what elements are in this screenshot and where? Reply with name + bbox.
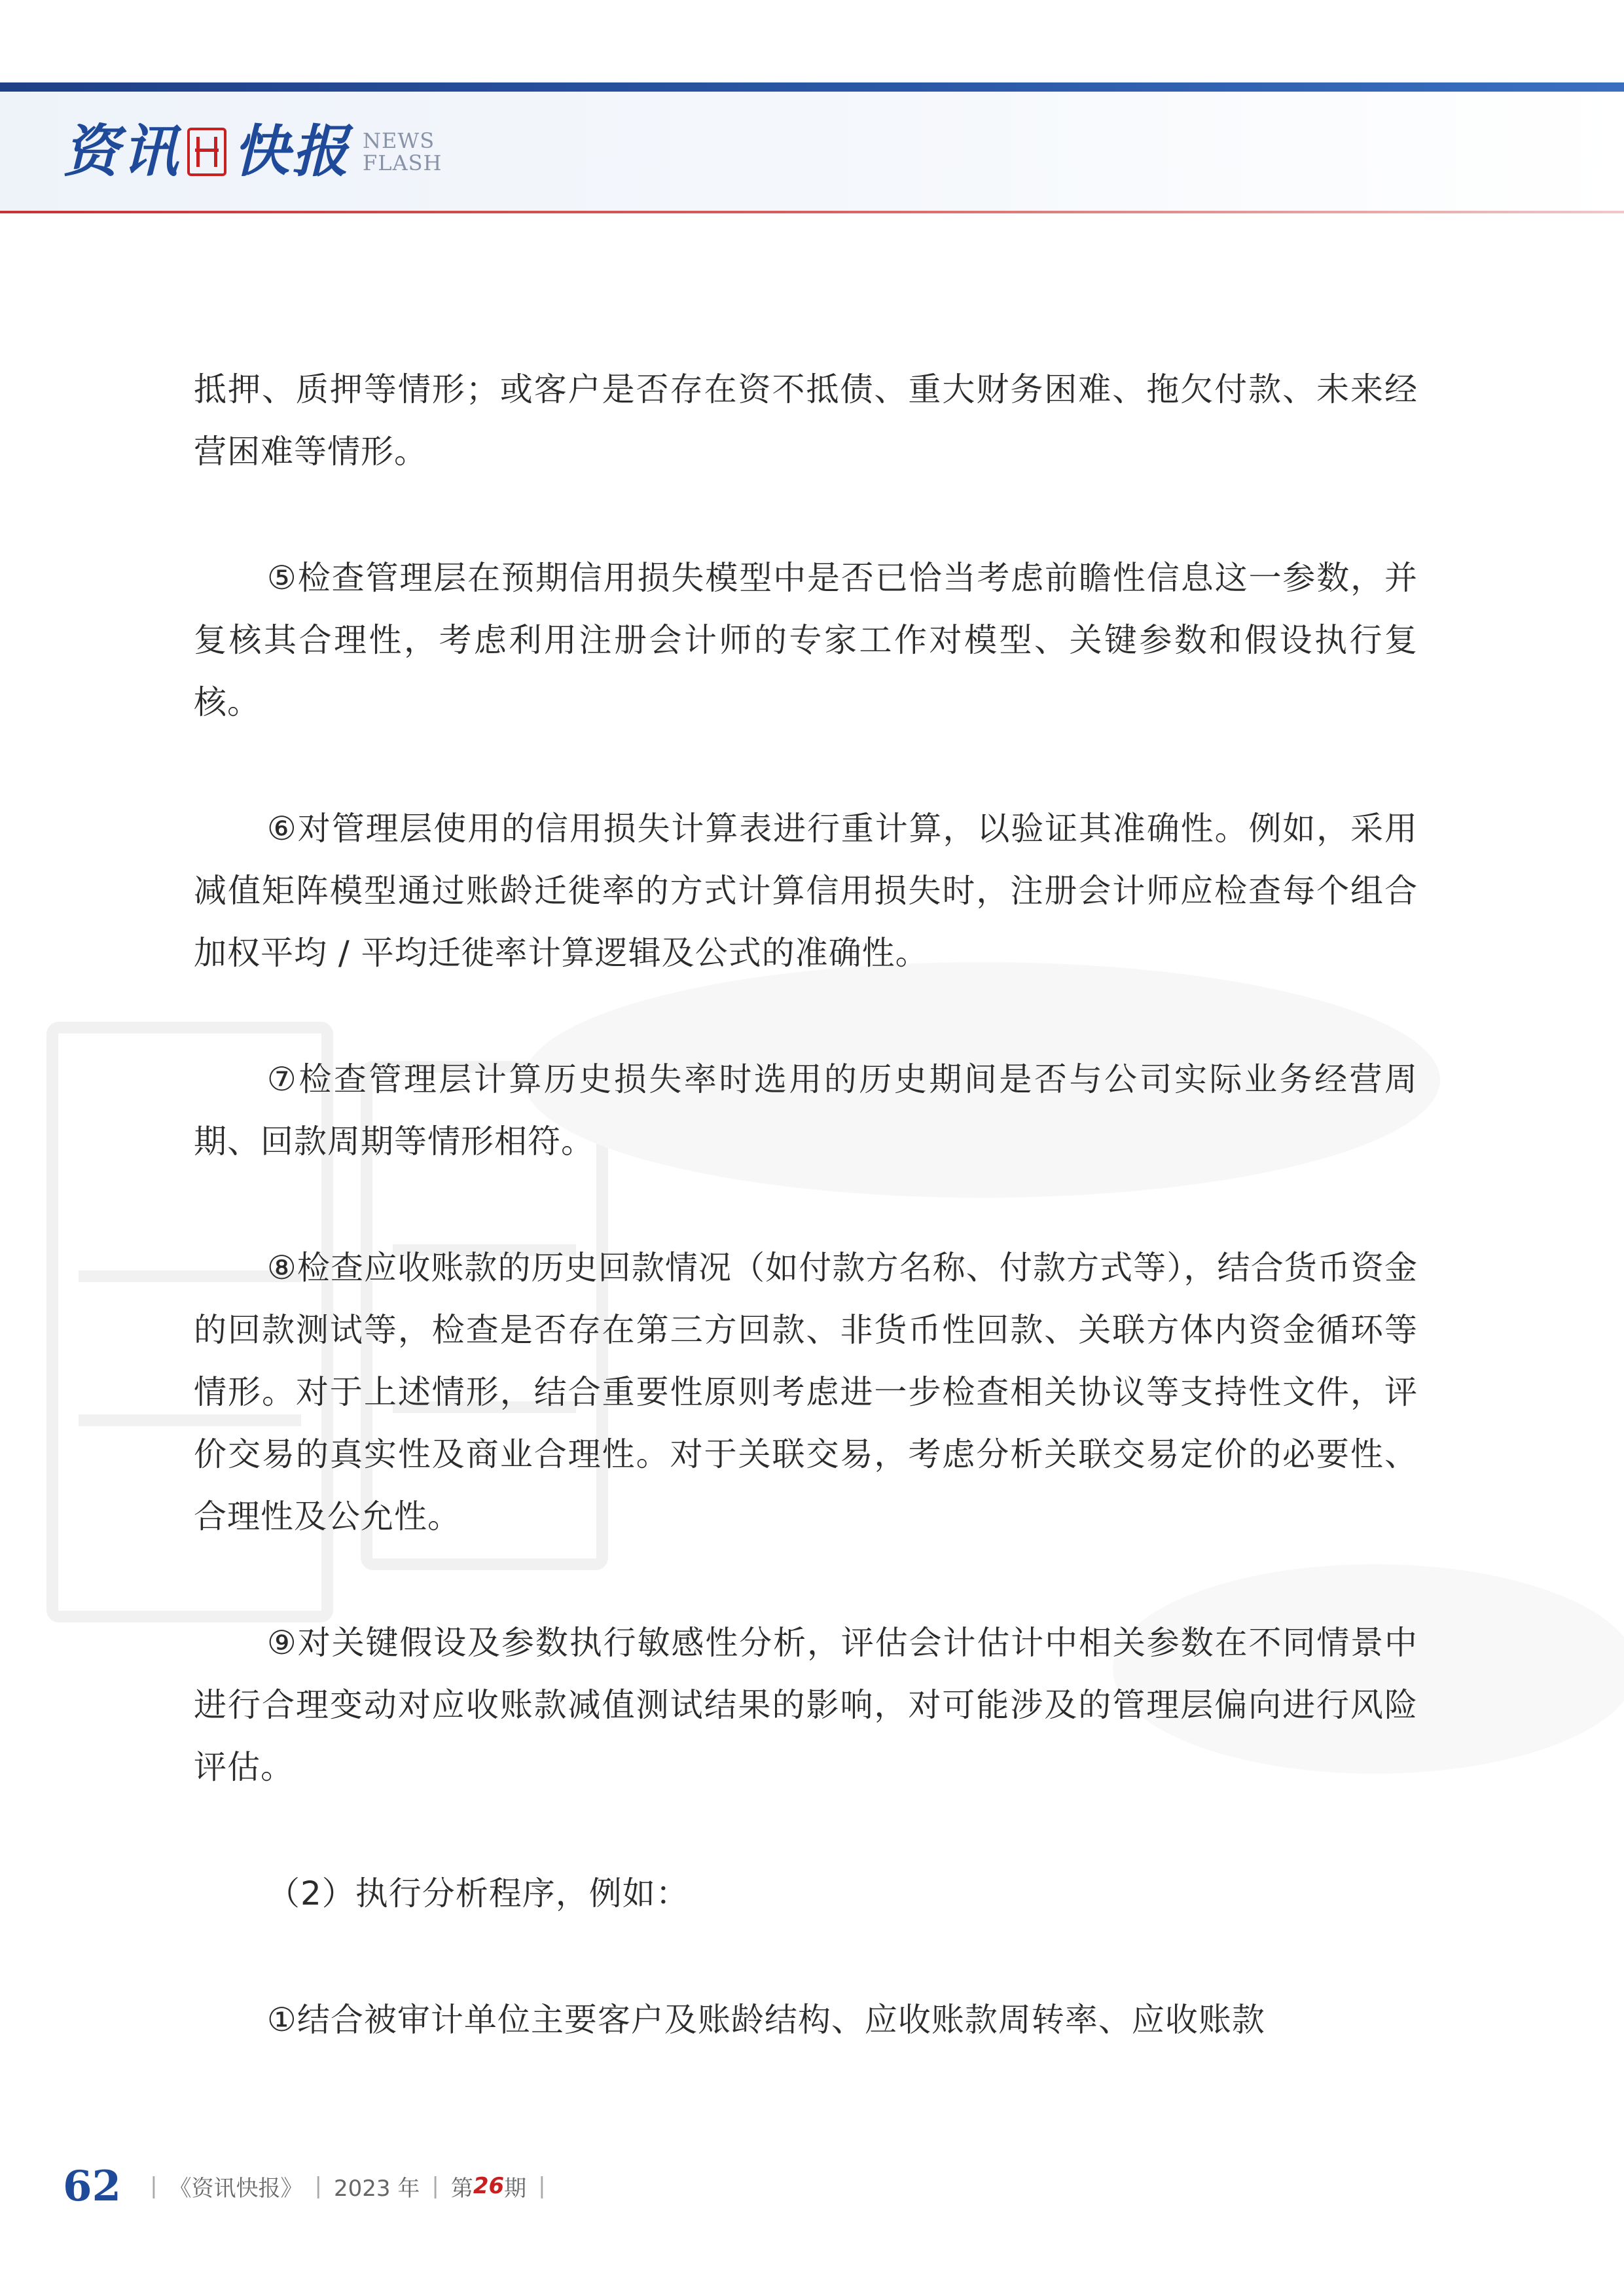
footer-separator: | bbox=[431, 2173, 439, 2199]
page-footer bbox=[63, 2160, 558, 2212]
paragraph: ⑦检查管理层计算历史损失率时选用的历史期间是否与公司实际业务经营周期、回款周期等情形相符。 bbox=[194, 1060, 1418, 1160]
footer-separator: | bbox=[150, 2173, 158, 2199]
header-divider bbox=[0, 211, 1624, 213]
issue-number: 26 bbox=[473, 2173, 505, 2199]
masthead-title-part2: 快报 bbox=[233, 118, 351, 185]
seal-stamp-icon bbox=[187, 128, 226, 176]
masthead-english-line2: FLASH bbox=[363, 151, 442, 175]
issue-prefix: 第 bbox=[450, 2175, 473, 2202]
paragraph: （2）执行分析程序，例如： bbox=[267, 1874, 689, 1912]
footer-separator: | bbox=[538, 2173, 546, 2199]
paragraph: ⑥对管理层使用的信用损失计算表进行重计算，以验证其准确性。例如，采用减值矩阵模型通过账龄迁徙率的方式计算信用损失时，注册会计师应检查每个组合加权平均 / 平均迁徙率计算逻辑及公式的准确性。 bbox=[194, 810, 1418, 972]
paragraph: 抵押、质押等情形；或客户是否存在资不抵债、重大财务困难、拖欠付款、未来经营困难等情形。 bbox=[194, 370, 1418, 471]
article-body bbox=[194, 359, 1418, 2115]
masthead-english bbox=[363, 130, 442, 174]
masthead-english-line1: NEWS bbox=[363, 128, 435, 153]
paragraph: ⑨对关键假设及参数执行敏感性分析，评估会计估计中相关参数在不同情景中进行合理变动对应收账款减值测试结果的影响，对可能涉及的管理层偏向进行风险评估。 bbox=[194, 1624, 1418, 1786]
masthead-title-part1: 资讯 bbox=[63, 118, 181, 185]
issue-suffix: 期 bbox=[504, 2175, 527, 2202]
paragraph: ①结合被审计单位主要客户及账龄结构、应收账款周转率、应收账款 bbox=[267, 2001, 1265, 2039]
publication-name: 《资讯快报》 bbox=[169, 2175, 303, 2202]
masthead bbox=[63, 113, 442, 191]
paragraph: ⑧检查应收账款的历史回款情况（如付款方名称、付款方式等），结合货币资金的回款测试等，检查是否存在第三方回款、非货币性回款、关联方体内资金循环等情形。对于上述情形，结合重要性原则考虑进一步检查相关协议等支持性文件，评价交易的真实性及商业合理性。对于关联交易，考虑分析关联交易定价的必要性、合理性及公允性。 bbox=[194, 1249, 1418, 1535]
paragraph: ⑤检查管理层在预期信用损失模型中是否已恰当考虑前瞻性信息这一参数，并复核其合理性，考虑利用注册会计师的专家工作对模型、关键参数和假设执行复核。 bbox=[194, 559, 1418, 721]
page-number: 62 bbox=[63, 2161, 122, 2211]
header-top-rule bbox=[0, 82, 1624, 92]
publication-year: 2023 年 bbox=[334, 2175, 420, 2202]
footer-separator: | bbox=[314, 2173, 322, 2199]
